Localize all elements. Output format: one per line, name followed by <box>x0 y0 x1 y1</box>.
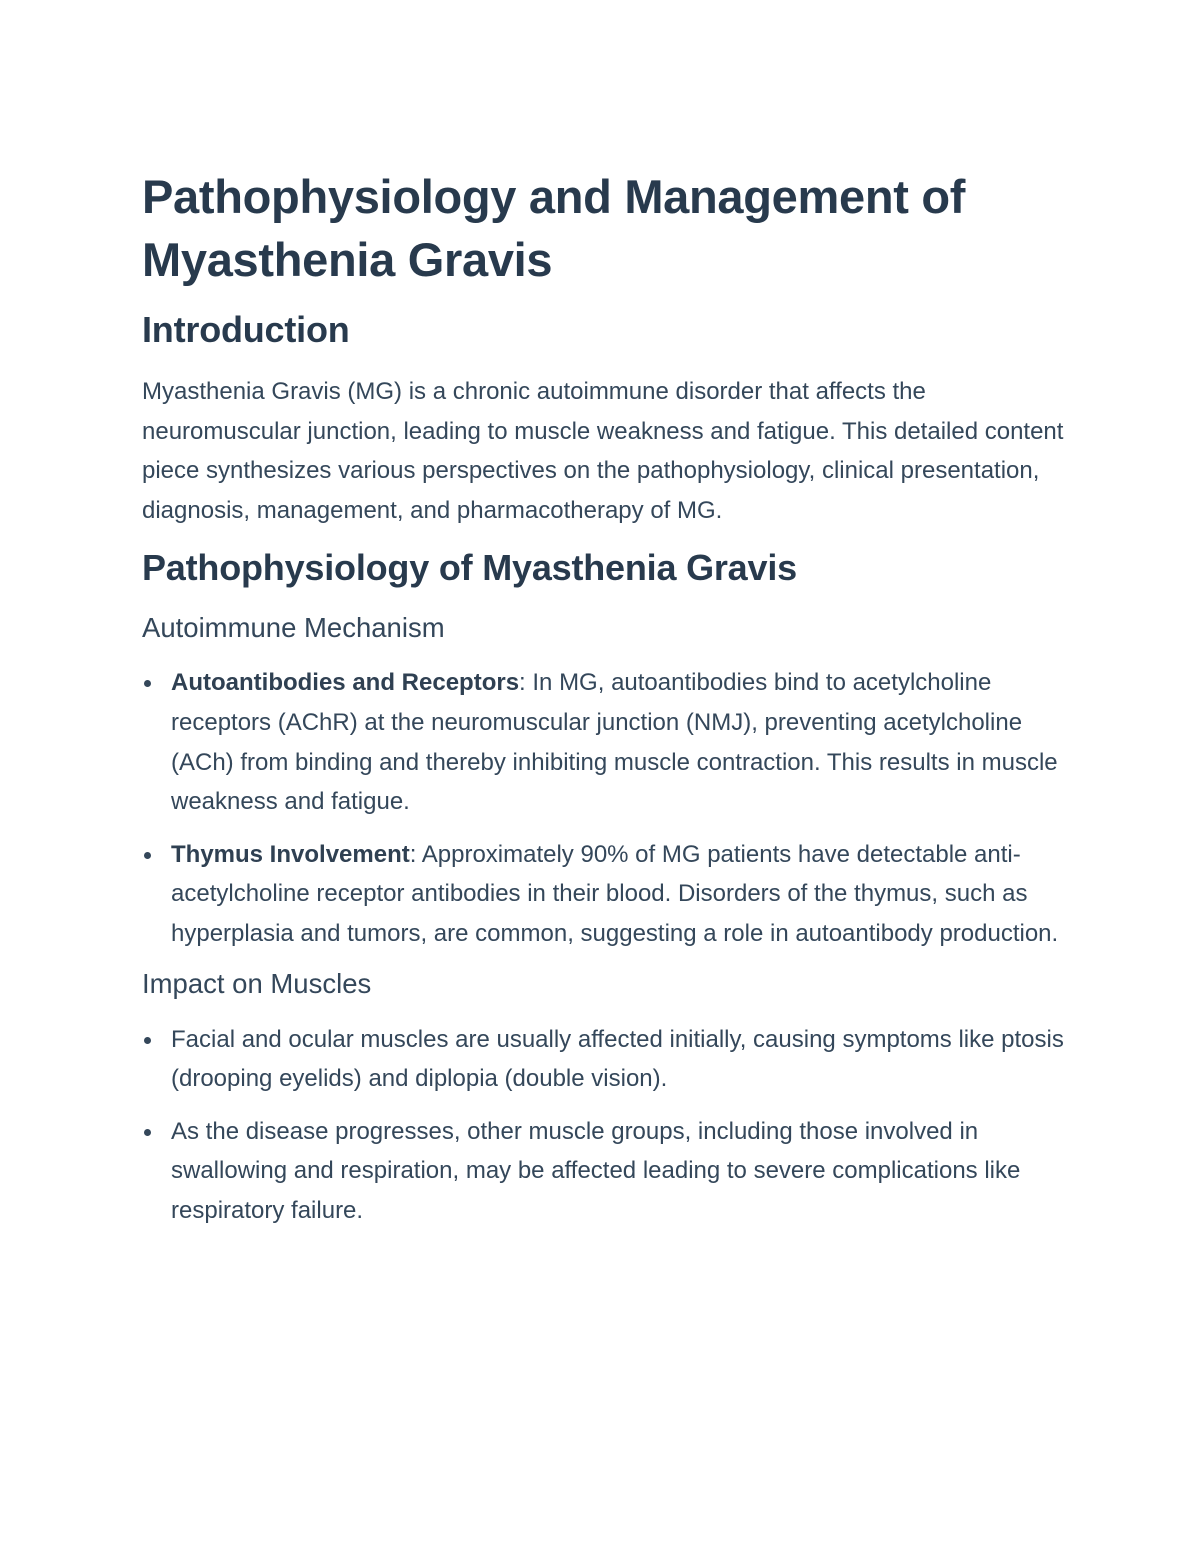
list-item-text: Facial and ocular muscles are usually affected initially, causing symptoms like ptosis (drooping eyelids) and diplopia (double vision). <box>171 1025 1064 1093</box>
subsection-heading-impact-on-muscles: Impact on Muscles <box>142 967 372 999</box>
bullet-icon <box>144 680 151 687</box>
list-item-text: : Approximately 90% of MG patients have detectable anti-acetylcholine receptor antibodies in their blood. Disorders of the thymus, such as hyperplasia and tumors, are common, suggesting a role in autoantibody production. <box>171 840 1059 947</box>
list-item <box>142 1112 1072 1231</box>
document-page <box>142 165 1072 1231</box>
bullet-icon <box>144 852 151 859</box>
list-item-term: Thymus Involvement <box>171 840 410 868</box>
bullet-icon <box>144 1037 151 1044</box>
list-item <box>142 663 1072 821</box>
subsection-heading-autoimmune-mechanism: Autoimmune Mechanism <box>142 612 445 644</box>
bullet-icon <box>144 1129 151 1136</box>
list-item-term: Autoantibodies and Receptors <box>171 669 520 697</box>
section-heading-introduction: Introduction <box>142 309 350 350</box>
impact-on-muscles-list <box>142 1020 1072 1231</box>
document-title: Pathophysiology and Management of Myasthenia Gravis <box>142 170 966 286</box>
list-item <box>142 835 1072 954</box>
introduction-paragraph: Myasthenia Gravis (MG) is a chronic autoimmune disorder that affects the neuromuscular junction, leading to muscle weakness and fatigue. This detailed content piece synthesizes various perspectives on the pathophysiology, clinical presentation, diagnosis, management, and pharmacotherapy of MG. <box>142 378 1064 524</box>
list-item-text: : In MG, autoantibodies bind to acetylcholine receptors (AChR) at the neuromuscular junction (NMJ), preventing acetylcholine (ACh) from binding and thereby inhibiting muscle contraction. This results in muscle weakness and fatigue. <box>171 669 1058 816</box>
autoimmune-mechanism-list <box>142 663 1072 953</box>
section-heading-pathophysiology: Pathophysiology of Myasthenia Gravis <box>142 547 797 589</box>
list-item-text: As the disease progresses, other muscle groups, including those involved in swallowing and respiration, may be affected leading to severe complications like respiratory failure. <box>171 1117 1021 1224</box>
list-item <box>142 1020 1072 1099</box>
